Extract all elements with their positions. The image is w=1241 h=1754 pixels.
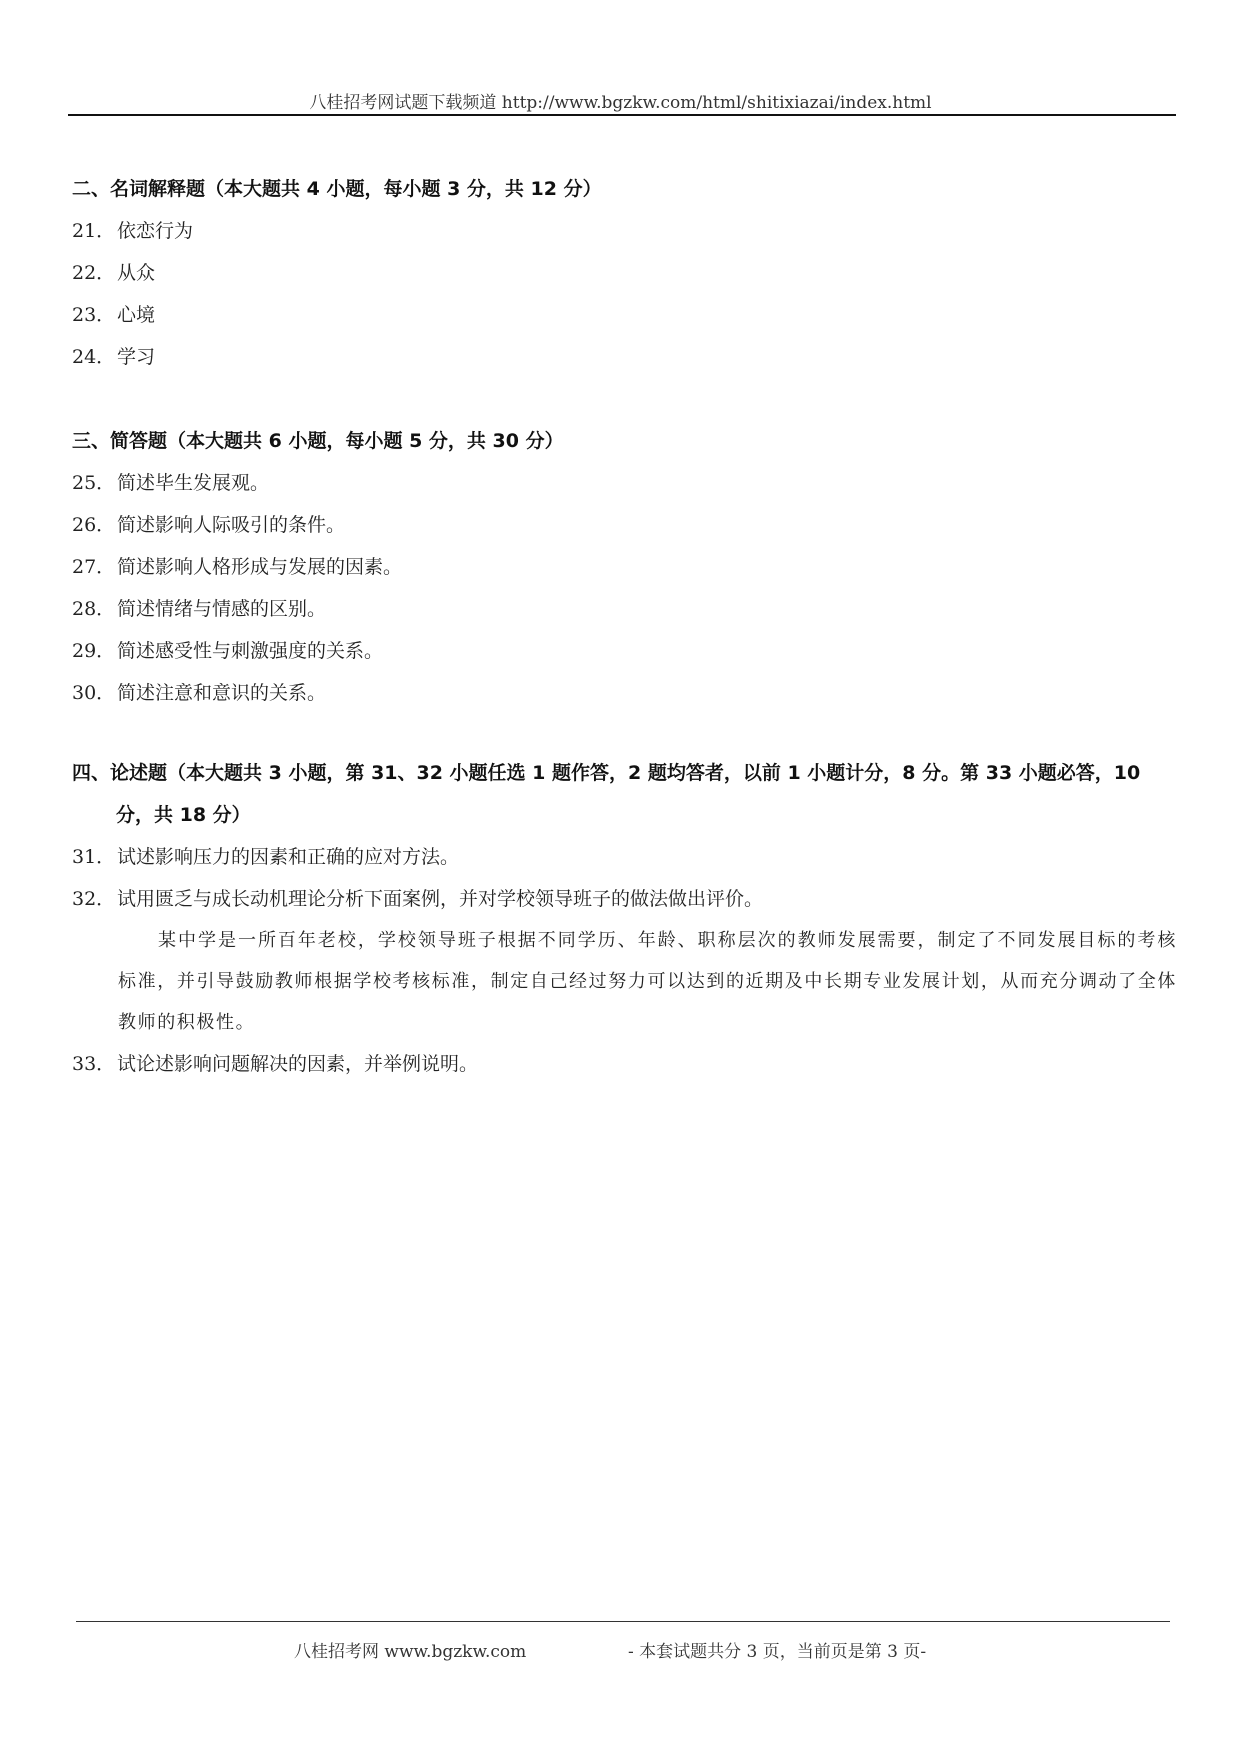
question-number: 31． (72, 846, 116, 868)
question-text: 简述注意和意识的关系。 (117, 682, 327, 704)
question-text: 简述毕生发展观。 (117, 472, 270, 494)
section-4-title: 四、论述题（本大题共 3 小题，第 31、32 小题任选 1 题作答，2 题均答者，以前 1 小题计分，8 分。第 33 小题必答，10 分，共 18 分） (72, 762, 1141, 826)
question-21 (72, 210, 1177, 252)
question-30 (72, 672, 1177, 714)
question-text: 简述情绪与情感的区别。 (117, 598, 327, 620)
question-text: 简述影响人际吸引的条件。 (117, 514, 346, 536)
question-number: 29． (72, 640, 116, 662)
question-number: 23． (72, 304, 116, 326)
footer-site: 八桂招考网 www.bgzkw.com (294, 1642, 527, 1662)
question-25 (72, 462, 1177, 504)
question-26 (72, 504, 1177, 546)
section-gap (72, 378, 1177, 420)
question-number: 26． (72, 514, 116, 536)
question-text: 试述影响压力的因素和正确的应对方法。 (117, 846, 460, 868)
question-text: 学习 (117, 346, 156, 368)
question-number: 32． (72, 888, 116, 910)
question-28 (72, 588, 1177, 630)
footer-page-info: - 本套试题共分 3 页，当前页是第 3 页- (628, 1642, 927, 1662)
question-31 (72, 836, 1177, 878)
question-text: 试论述影响问题解决的因素，并举例说明。 (117, 1053, 479, 1075)
exam-content (72, 168, 1177, 1085)
question-text: 试用匮乏与成长动机理论分析下面案例，并对学校领导班子的做法做出评价。 (117, 888, 764, 910)
question-22 (72, 252, 1177, 294)
question-32 (72, 878, 1177, 920)
question-text: 简述影响人格形成与发展的因素。 (117, 556, 403, 578)
section-gap (72, 714, 1177, 752)
question-text: 依恋行为 (117, 220, 194, 242)
question-text: 从众 (117, 262, 156, 284)
question-number: 21． (72, 220, 116, 242)
question-27 (72, 546, 1177, 588)
question-number: 27． (72, 556, 116, 578)
page-header: 八桂招考网试题下载频道 http://www.bgzkw.com/html/shitixiazai/index.html (309, 93, 932, 113)
question-23 (72, 294, 1177, 336)
question-number: 22． (72, 262, 116, 284)
question-29 (72, 630, 1177, 672)
question-number: 30． (72, 682, 116, 704)
question-24 (72, 336, 1177, 378)
section-3-title: 三、简答题（本大题共 6 小题，每小题 5 分，共 30 分） (72, 430, 564, 452)
question-number: 33． (72, 1053, 116, 1075)
question-number: 25． (72, 472, 116, 494)
section-2-title: 二、名词解释题（本大题共 4 小题，每小题 3 分，共 12 分） (72, 178, 602, 200)
header-divider (68, 114, 1176, 116)
question-33 (72, 1043, 1177, 1085)
question-number: 28． (72, 598, 116, 620)
question-text: 心境 (117, 304, 156, 326)
question-number: 24． (72, 346, 116, 368)
case-study-text: 某中学是一所百年老校，学校领导班子根据不同学历、年龄、职称层次的教师发展需要，制定了不同发展目标的考核标准，并引导鼓励教师根据学校考核标准，制定自己经过努力可以达到的近期及中长期专业发展计划，从而充分调动了全体教师的积极性。 (118, 930, 1177, 1033)
question-text: 简述感受性与刺激强度的关系。 (117, 640, 384, 662)
footer-divider (76, 1621, 1170, 1622)
